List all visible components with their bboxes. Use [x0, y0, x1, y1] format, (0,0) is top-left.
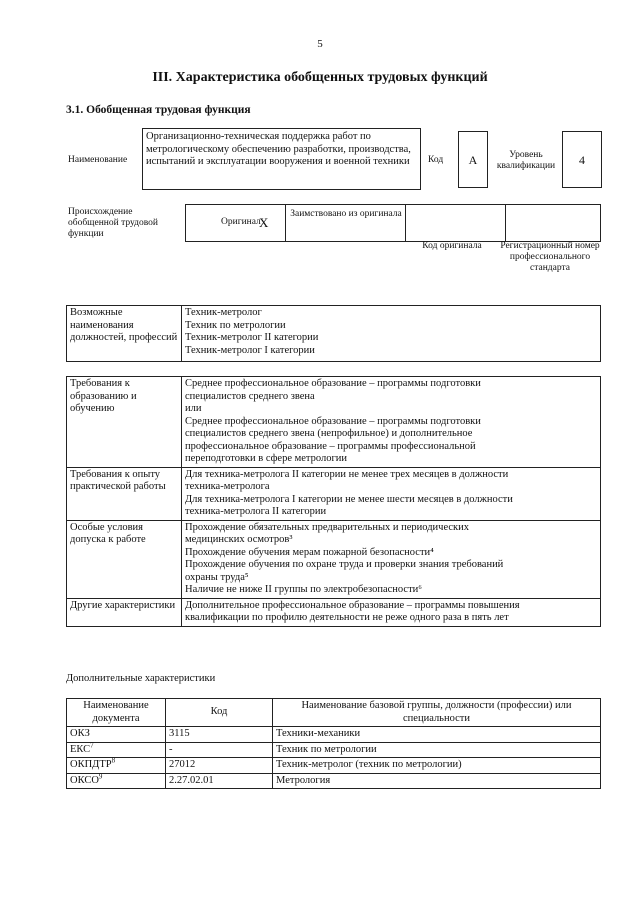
text-line: охраны труда⁵ [185, 571, 249, 583]
origin-box [185, 204, 601, 242]
column-header: Наименование документа [67, 699, 166, 727]
positions-list [182, 306, 601, 362]
position-item: Техник-метролог I категории [185, 344, 315, 356]
borrowed-label: Заимствовано из оригинала [290, 209, 402, 219]
doc-name: ЕКС [70, 743, 91, 755]
text-line: Среднее профессиональное образование – программы подготовки [185, 415, 481, 427]
requirement-text [182, 520, 601, 598]
additional-table [66, 698, 601, 789]
text-line: или [185, 403, 202, 414]
text-line: специалистов среднего звена [185, 390, 315, 402]
text-line: техника-метролога [185, 481, 270, 492]
name-cell: Метрология [273, 773, 601, 789]
table-row [67, 727, 601, 743]
code-value: А [458, 131, 488, 188]
text-line: квалификации по профилю деятельности не реже одного раза в пять лет [185, 612, 509, 623]
subsection-title: 3.1. Обобщенная трудовая функция [66, 104, 251, 116]
name-cell: Техники-механики [273, 727, 601, 743]
origin-label: Происхождение обобщенной трудовой функции [68, 207, 158, 239]
doc-cell [67, 758, 166, 774]
doc-name: ОКЗ [70, 728, 90, 739]
name-cell: Техник-метролог (техник по метрологии) [273, 758, 601, 774]
requirement-label: Особые условия допуска к работе [67, 520, 182, 598]
table-row [67, 598, 601, 626]
position-item: Техник-метролог [185, 307, 262, 318]
column-header: Код [166, 699, 273, 727]
table-row [67, 520, 601, 598]
table-header-row [67, 699, 601, 727]
requirement-text [182, 467, 601, 520]
doc-name: ОКПДТР [70, 759, 112, 770]
footnote-ref: 9 [98, 772, 103, 780]
table-row [67, 467, 601, 520]
original-mark: Х [259, 215, 269, 230]
name-label: Наименование [68, 155, 128, 165]
text-line: техника-метролога II категории [185, 506, 327, 517]
text-line: Наличие не ниже II группы по электробезопасности⁶ [185, 584, 422, 595]
code-label: Код [428, 155, 444, 165]
text-line: Прохождение обучения по охране труда и проверки знания требований [185, 559, 504, 570]
positions-table [66, 305, 601, 362]
name-cell: Техник по метрологии [273, 742, 601, 758]
requirement-text [182, 377, 601, 468]
doc-cell [67, 742, 166, 758]
text-line: Прохождение обязательных предварительных и периодических [185, 521, 470, 533]
doc-cell [67, 727, 166, 743]
doc-cell [67, 773, 166, 789]
footnote-ref: 8 [111, 756, 116, 765]
table-row [67, 773, 601, 789]
original-label: Оригинал [221, 217, 261, 227]
code-cell: 2.27.02.01 [166, 773, 273, 789]
additional-title: Дополнительные характеристики [66, 673, 216, 684]
requirement-text [182, 598, 601, 626]
text-line: Среднее профессиональное образование – программы подготовки [185, 378, 481, 389]
code-cell: 27012 [166, 758, 273, 774]
positions-label: Возможные наименования должностей, профессий [67, 306, 182, 362]
table-row [67, 758, 601, 774]
text-line: Для техника-метролога II категории не менее трех месяцев в должности [185, 468, 509, 480]
text-line: Для техника-метролога I категории не менее шести месяцев в должности [185, 493, 513, 505]
code-cell: 3115 [166, 727, 273, 743]
text-line: переподготовки в сфере метрологии [185, 453, 348, 464]
code-cell: - [166, 742, 273, 758]
table-row [67, 742, 601, 758]
position-item: Техник-метролог II категории [185, 332, 319, 343]
level-label: Уровень квалификации [496, 150, 556, 171]
text-line: профессиональное образование – программы профессиональной [185, 440, 476, 452]
reg-number-label: Регистрационный номер профессионального стандарта [500, 241, 600, 273]
function-name: Организационно-техническая поддержка работ по метрологическому обеспечению разработки, производства, испытаний и эксплуатации вооружения и военной техники [142, 128, 421, 190]
position-item: Техник по метрологии [185, 319, 286, 331]
text-line: Прохождение обучения мерам пожарной безопасности⁴ [185, 546, 434, 558]
text-line: медицинских осмотров³ [185, 534, 293, 545]
level-value: 4 [562, 131, 602, 188]
section-title: III. Характеристика обобщенных трудовых функций [152, 70, 488, 85]
table-row [67, 377, 601, 468]
text-line: специалистов среднего звена (непрофильное) и дополнительное [185, 428, 473, 439]
requirement-label: Другие характеристики [67, 598, 182, 626]
requirement-label: Требования к опыту практической работы [67, 467, 182, 520]
page-number: 5 [317, 38, 323, 50]
code-original-label: Код оригинала [422, 241, 482, 251]
requirements-table [66, 376, 601, 627]
requirement-label: Требования к образованию и обучению [67, 377, 182, 468]
text-line: Дополнительное профессиональное образование – программы повышения [185, 599, 520, 611]
footnote-ref: 7 [90, 741, 94, 749]
column-header: Наименование базовой группы, должности (профессии) или специальности [273, 699, 601, 727]
doc-name: ОКСО [70, 774, 99, 786]
